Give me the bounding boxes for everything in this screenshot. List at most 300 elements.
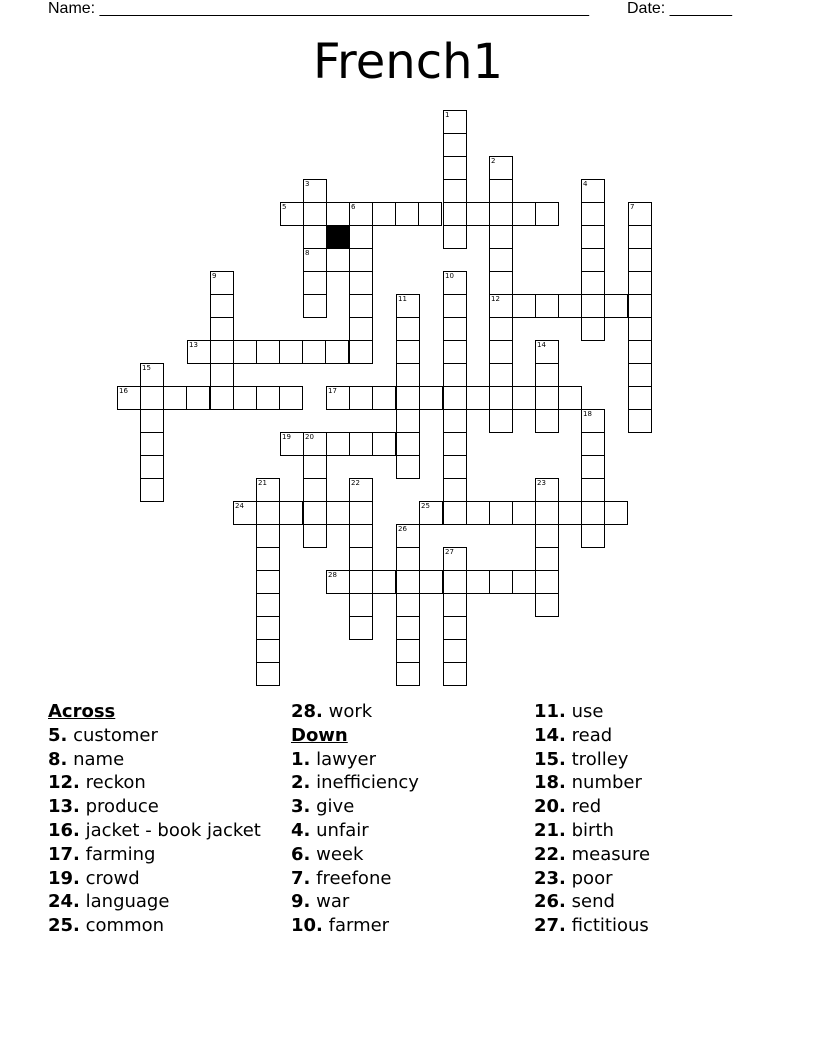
clue-item [534,819,650,843]
grid-cell[interactable] [303,248,327,272]
grid-cell[interactable] [443,225,467,249]
clue-number: 12 [491,295,500,303]
grid-cell[interactable] [396,386,420,410]
clue-number: 28 [328,571,337,579]
grid-cell[interactable] [326,501,350,525]
clue-item-text: jacket - book jacket [85,819,261,841]
clue-item [48,819,261,843]
grid-cell[interactable] [349,616,373,640]
grid-cell[interactable] [233,340,257,364]
clue-item-number: 16. [48,819,80,841]
clue-item-text: name [73,748,125,770]
clue-item-text: week [316,843,364,865]
grid-cell[interactable] [303,202,327,226]
grid-cell[interactable] [628,248,652,272]
clue-item-text: birth [571,819,614,841]
grid-cell[interactable] [302,340,326,364]
clue-number: 1 [445,111,450,119]
clue-number: 25 [421,502,430,510]
grid-cell[interactable] [396,317,420,341]
grid-cell[interactable] [279,501,303,525]
grid-cell[interactable] [489,202,513,226]
grid-cell[interactable] [489,156,513,180]
grid-cell[interactable] [396,616,420,640]
clue-item-number: 18. [534,772,566,794]
grid-cell[interactable] [581,248,605,272]
grid-cell[interactable] [443,570,467,594]
clue-number: 6 [351,203,356,211]
grid-cell[interactable] [512,570,536,594]
grid-cell[interactable] [256,501,280,525]
grid-cell[interactable] [396,432,420,456]
clue-item [48,867,261,891]
grid-cell[interactable] [117,386,141,410]
grid-cell[interactable] [628,202,652,226]
clue-item-text: common [85,915,165,937]
grid-cell[interactable] [489,317,513,341]
grid-cell[interactable] [535,363,559,387]
grid-cell[interactable] [326,386,350,410]
grid-cell[interactable] [372,386,396,410]
grid-cell[interactable] [396,570,420,594]
grid-cell[interactable] [628,225,652,249]
clue-item-number: 14. [534,724,566,746]
grid-cell[interactable] [303,225,327,249]
clue-item [534,795,650,819]
clue-item-text: inefficiency [316,772,419,794]
clue-item [534,867,650,891]
grid-cell[interactable] [140,432,164,456]
clue-item-text: read [571,724,613,746]
grid-cell[interactable] [256,478,280,502]
grid-cell[interactable] [303,501,327,525]
grid-cell[interactable] [372,202,396,226]
clue-item [48,843,261,867]
grid-cell[interactable] [443,409,467,433]
grid-cell[interactable] [396,340,420,364]
clue-item-number: 20. [534,796,566,818]
grid-cell[interactable] [349,294,373,318]
clue-number: 18 [583,410,592,418]
clue-item-text: freefone [316,867,392,889]
grid-cell[interactable] [466,570,490,594]
clue-item-number: 15. [534,748,566,770]
grid-cell[interactable] [443,133,467,157]
clue-item-number: 8. [48,748,68,770]
grid-cell[interactable] [140,386,164,410]
grid-cell[interactable] [535,294,559,318]
grid-cell[interactable] [443,478,467,502]
black-square [326,225,350,249]
grid-cell[interactable] [349,340,373,364]
grid-cell[interactable] [303,179,327,203]
grid-cell[interactable] [443,662,467,686]
clue-item [48,890,261,914]
grid-cell[interactable] [489,386,513,410]
clue-item-number: 26. [534,891,566,913]
grid-cell[interactable] [140,478,164,502]
grid-cell[interactable] [489,225,513,249]
grid-cell[interactable] [349,432,373,456]
clue-number: 27 [445,548,454,556]
grid-cell[interactable] [489,570,513,594]
clue-item [534,914,650,938]
grid-cell[interactable] [256,386,280,410]
clue-item-number: 11. [534,701,566,722]
grid-cell[interactable] [140,455,164,479]
clue-number: 21 [258,479,267,487]
grid-cell[interactable] [349,478,373,502]
grid-cell[interactable] [372,570,396,594]
clue-item-text: unfair [316,819,369,841]
grid-cell[interactable] [581,294,605,318]
grid-cell[interactable] [210,271,234,295]
grid-cell[interactable] [349,202,373,226]
clue-item-number: 23. [534,867,566,889]
clue-item-text: language [85,891,170,913]
grid-cell[interactable] [326,432,350,456]
clue-number: 23 [537,479,546,487]
clue-item-text: red [571,796,602,818]
grid-cell[interactable] [489,179,513,203]
grid-cell[interactable] [418,202,442,226]
clue-number: 14 [537,341,546,349]
grid-cell[interactable] [558,501,582,525]
grid-cell[interactable] [558,386,582,410]
grid-cell[interactable] [581,409,605,433]
grid-cell[interactable] [396,593,420,617]
grid-cell[interactable] [443,202,467,226]
grid-cell[interactable] [489,363,513,387]
grid-cell[interactable] [443,432,467,456]
clue-number: 9 [212,272,217,280]
clue-item-number: 3. [291,796,311,818]
grid-cell[interactable] [256,524,280,548]
clue-column-3 [534,700,650,938]
grid-cell[interactable] [256,340,280,364]
clue-item [534,700,650,724]
clue-item-text: trolley [571,748,629,770]
grid-cell[interactable] [443,363,467,387]
clue-item [291,867,419,891]
clue-number: 16 [119,387,128,395]
grid-cell[interactable] [349,570,373,594]
grid-cell[interactable] [396,363,420,387]
grid-cell[interactable] [443,110,467,134]
grid-cell[interactable] [303,455,327,479]
clue-item [534,748,650,772]
clue-column-2 [291,700,419,938]
grid-cell[interactable] [512,386,536,410]
clue-item-number: 12. [48,772,80,794]
clue-item [534,724,650,748]
grid-cell[interactable] [512,294,536,318]
grid-cell[interactable] [581,432,605,456]
clue-item [291,914,419,938]
grid-cell[interactable] [628,294,652,318]
grid-cell[interactable] [396,455,420,479]
grid-cell[interactable] [466,501,490,525]
grid-cell[interactable] [210,294,234,318]
grid-cell[interactable] [419,386,443,410]
grid-cell[interactable] [558,294,582,318]
grid-cell[interactable] [604,501,628,525]
grid-cell[interactable] [280,202,304,226]
clue-item [48,748,261,772]
grid-cell[interactable] [535,478,559,502]
clue-item-text: send [571,891,615,913]
clue-item-number: 7. [291,867,311,889]
grid-cell[interactable] [349,271,373,295]
clue-item-number: 22. [534,843,566,865]
clue-column-1 [48,700,261,938]
clue-item [291,771,419,795]
grid-cell[interactable] [349,501,373,525]
grid-cell[interactable] [256,570,280,594]
clue-item [534,843,650,867]
grid-cell[interactable] [349,317,373,341]
name-line: Name: _______________________________________________________ [48,0,589,17]
clue-item-number: 28. [291,701,323,722]
grid-cell[interactable] [628,271,652,295]
grid-cell[interactable] [443,616,467,640]
grid-cell[interactable] [443,271,467,295]
grid-cell[interactable] [233,386,257,410]
clue-item-text: number [571,772,642,794]
grid-cell[interactable] [535,386,559,410]
clue-item-number: 25. [48,915,80,937]
grid-cell[interactable] [396,294,420,318]
clue-item-text: poor [571,867,613,889]
grid-cell[interactable] [581,524,605,548]
clue-item-number: 6. [291,843,311,865]
grid-cell[interactable] [186,386,210,410]
grid-cell[interactable] [349,225,373,249]
grid-cell[interactable] [396,409,420,433]
clue-item [48,795,261,819]
clue-item [534,890,650,914]
clue-item [291,843,419,867]
grid-cell[interactable] [628,317,652,341]
clue-number: 7 [630,203,635,211]
grid-cell[interactable] [443,593,467,617]
page-title: French1 [312,34,504,90]
clue-item-text: measure [571,843,651,865]
grid-cell[interactable] [349,547,373,571]
clue-item-text: work [328,701,373,722]
grid-cell[interactable] [489,409,513,433]
clue-item-text: war [316,891,350,913]
clue-item-text: customer [73,724,158,746]
grid-cell[interactable] [581,271,605,295]
grid-cell[interactable] [628,340,652,364]
grid-cell[interactable] [443,317,467,341]
grid-cell[interactable] [466,386,490,410]
grid-cell[interactable] [256,616,280,640]
grid-cell[interactable] [303,271,327,295]
grid-cell[interactable] [303,478,327,502]
grid-cell[interactable] [512,501,536,525]
grid-cell[interactable] [581,501,605,525]
grid-cell[interactable] [303,432,327,456]
clue-number: 24 [235,502,244,510]
grid-cell[interactable] [466,202,490,226]
grid-cell[interactable] [303,524,327,548]
grid-cell[interactable] [256,547,280,571]
clue-item-text: use [571,701,604,722]
grid-cell[interactable] [443,386,467,410]
clue-number: 17 [328,387,337,395]
grid-cell[interactable] [349,524,373,548]
grid-cell[interactable] [581,225,605,249]
clue-item [291,819,419,843]
grid-cell[interactable] [535,340,559,364]
grid-cell[interactable] [443,156,467,180]
grid-cell[interactable] [535,547,559,571]
grid-cell[interactable] [210,340,234,364]
grid-cell[interactable] [326,202,350,226]
grid-cell[interactable] [326,248,350,272]
clue-item-number: 19. [48,867,80,889]
clue-number: 19 [282,433,291,441]
grid-cell[interactable] [535,524,559,548]
grid-cell[interactable] [628,409,652,433]
grid-cell[interactable] [163,386,187,410]
clue-number: 5 [282,203,287,211]
grid-cell[interactable] [419,501,443,525]
grid-cell[interactable] [256,593,280,617]
grid-cell[interactable] [187,340,211,364]
grid-cell[interactable] [303,294,327,318]
clue-item-text: reckon [85,772,146,794]
grid-cell[interactable] [280,432,304,456]
grid-cell[interactable] [581,202,605,226]
grid-cell[interactable] [326,570,350,594]
grid-cell[interactable] [443,547,467,571]
clue-heading: Down [291,724,348,746]
grid-cell[interactable] [396,662,420,686]
clue-item-number: 10. [291,915,323,937]
grid-cell[interactable] [210,363,234,387]
clue-number: 26 [398,525,407,533]
grid-cell[interactable] [396,547,420,571]
grid-cell[interactable] [535,593,559,617]
grid-cell[interactable] [396,639,420,663]
clue-item-number: 27. [534,915,566,937]
clue-item-text: fictitious [571,915,649,937]
grid-cell[interactable] [140,409,164,433]
grid-cell[interactable] [443,455,467,479]
clue-item-number: 9. [291,891,311,913]
clue-item-number: 2. [291,772,311,794]
grid-cell[interactable] [233,501,257,525]
grid-cell[interactable] [256,639,280,663]
grid-cell[interactable] [443,639,467,663]
clue-item-number: 17. [48,843,80,865]
grid-cell[interactable] [581,179,605,203]
grid-cell[interactable] [256,662,280,686]
clue-number: 2 [491,157,496,165]
clue-item-number: 5. [48,724,68,746]
date-line: Date: _______ [627,0,732,17]
grid-cell[interactable] [535,409,559,433]
clue-item-text: produce [85,796,159,818]
grid-cell[interactable] [395,202,419,226]
clue-item [48,771,261,795]
clue-item [291,795,419,819]
grid-cell[interactable] [349,248,373,272]
clue-item [534,771,650,795]
clue-item-text: give [316,796,355,818]
clue-number: 4 [583,180,588,188]
clue-item-number: 24. [48,891,80,913]
grid-cell[interactable] [279,340,303,364]
clue-item [291,748,419,772]
grid-cell[interactable] [349,386,373,410]
clue-number: 22 [351,479,360,487]
grid-cell[interactable] [279,386,303,410]
grid-cell[interactable] [372,432,396,456]
grid-cell[interactable] [581,478,605,502]
grid-cell[interactable] [489,294,513,318]
clue-item [48,914,261,938]
grid-cell[interactable] [604,294,628,318]
grid-cell[interactable] [581,317,605,341]
clue-number: 20 [305,433,314,441]
grid-cell[interactable] [628,363,652,387]
clue-number: 15 [142,364,151,372]
grid-cell[interactable] [535,501,559,525]
clue-item [48,724,261,748]
grid-cell[interactable] [443,501,467,525]
clue-item-number: 1. [291,748,311,770]
grid-cell[interactable] [419,570,443,594]
clue-item [291,700,419,724]
grid-cell[interactable] [628,386,652,410]
clue-item-text: crowd [85,867,140,889]
grid-cell[interactable] [325,340,349,364]
grid-cell[interactable] [443,179,467,203]
grid-cell[interactable] [581,455,605,479]
grid-cell[interactable] [489,271,513,295]
grid-cell[interactable] [489,501,513,525]
grid-cell[interactable] [210,386,234,410]
grid-cell[interactable] [349,593,373,617]
clue-number: 3 [305,180,310,188]
clue-item-text: farming [85,843,156,865]
clue-item-number: 13. [48,796,80,818]
clue-heading: Across [48,701,116,722]
clue-number: 11 [398,295,407,303]
clue-item-text: lawyer [316,748,376,770]
grid-cell[interactable] [535,202,559,226]
clue-item [291,890,419,914]
clue-item-number: 4. [291,819,311,841]
grid-cell[interactable] [512,202,536,226]
grid-cell[interactable] [443,340,467,364]
clue-number: 8 [305,249,310,257]
clue-number: 13 [189,341,198,349]
grid-cell[interactable] [396,524,420,548]
grid-cell[interactable] [489,248,513,272]
grid-cell[interactable] [535,570,559,594]
grid-cell[interactable] [489,340,513,364]
grid-cell[interactable] [210,317,234,341]
clue-number: 10 [445,272,454,280]
clue-item-number: 21. [534,819,566,841]
grid-cell[interactable] [140,363,164,387]
grid-cell[interactable] [443,294,467,318]
